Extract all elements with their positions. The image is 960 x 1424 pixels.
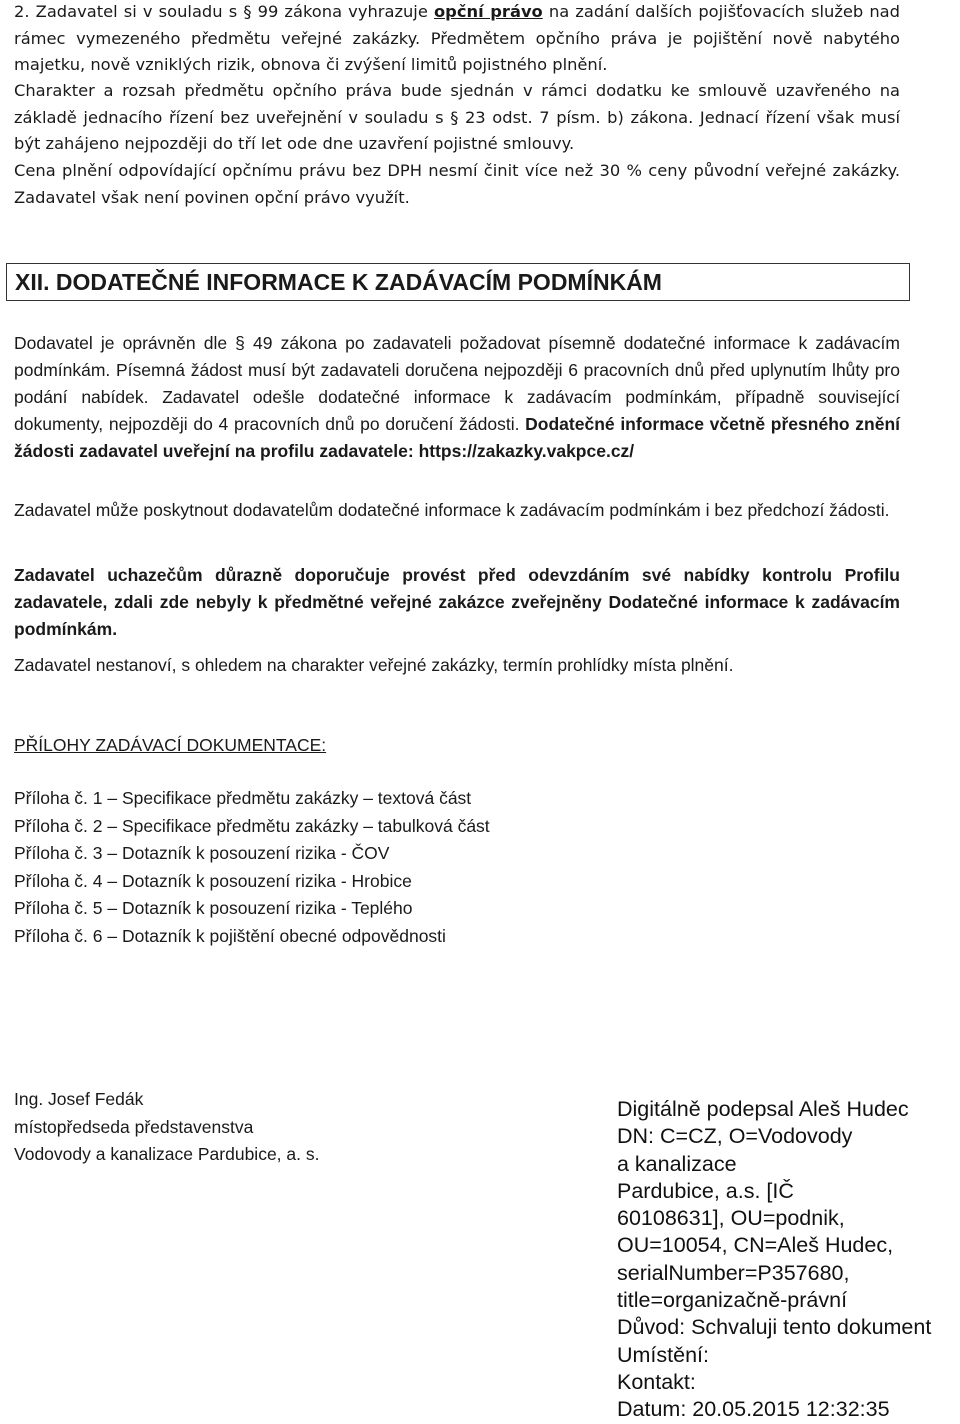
site-visit-text: Zadavatel nestanoví, s ohledem na charakter veřejné zakázky, termín prohlídky místa plnění. [14, 655, 734, 675]
section-heading-box [6, 263, 910, 301]
signature-line: title=organizačně-právní [617, 1288, 848, 1313]
signer-role: místopředseda představenstva [14, 1116, 254, 1137]
profile-check-text: Zadavatel uchazečům důrazně doporučuje provést před odevzdáním své nabídky kontrolu Profilu zadavatele, zdali zde nebyly k předmětné veřejné zakázce zveřejněny Dodatečné informace k zadávacím podmínkám. [14, 565, 900, 639]
signature-line: 60108631], OU=podnik, [617, 1206, 845, 1231]
without-request-paragraph [14, 497, 900, 524]
signature-line: a kanalizace [617, 1151, 737, 1176]
profile-check-paragraph [14, 562, 900, 643]
signature-line: Kontakt: [617, 1369, 696, 1394]
signature-line: Pardubice, a.s. [IČ [617, 1178, 794, 1203]
option-right-text-b: na zadání dalších pojišťovacích služeb nad rámec vymezeného předmětu veřejné zakázky. Předmětem opčního práva je pojištění nově nabytého majetku, nově vzniklých rizik, obnova či zvýšení limitů pojistného plnění. [14, 2, 900, 74]
digital-signature-block [617, 1096, 960, 1424]
option-right-text-a: 2. Zadavatel si v souladu s § 99 zákona vyhrazuje [14, 2, 434, 21]
signature-line: DN: C=CZ, O=Vodovody [617, 1124, 853, 1149]
attachment-item: Příloha č. 3 – Dotazník k posouzení rizika - ČOV [14, 843, 390, 863]
section-heading: XII. DODATEČNÉ INFORMACE K ZADÁVACÍM PODMÍNKÁM [15, 269, 662, 295]
additional-info-paragraph [14, 330, 900, 465]
option-scope-text-a: Charakter a rozsah předmětu opčního práva bude sjednán v rámci dodatku ke smlouvě uzavřeného na základě jednacího řízení bez uveřejnění v souladu s § 23 odst. 7 písm. b) zákona. [14, 81, 900, 127]
signer-block [14, 1086, 319, 1169]
signer-organization: Vodovody a kanalizace Pardubice, a. s. [14, 1144, 320, 1164]
signature-line: OU=10054, CN=Aleš Hudec, [617, 1233, 894, 1258]
without-request-text: Zadavatel může poskytnout dodavatelům dodatečné informace k zadávacím podmínkám i bez předchozí žádosti. [14, 500, 890, 520]
attachment-item: Příloha č. 5 – Dotazník k posouzení rizika - Teplého [14, 898, 413, 918]
attachment-item: Příloha č. 1 – Specifikace předmětu zakázky – textová část [14, 788, 472, 808]
signature-line: Datum: 20.05.2015 12:32:35 [617, 1397, 890, 1422]
signature-line: Digitálně podepsal Aleš Hudec [617, 1097, 909, 1121]
option-right-emphasis: opční právo [433, 2, 543, 21]
attachment-item: Příloha č. 4 – Dotazník k posouzení rizika - Hrobice [14, 870, 412, 891]
site-visit-paragraph [14, 652, 900, 679]
additional-info-bold-text: Dodatečné informace včetně přesného znění žádosti zadavatel uveřejní na profilu zadavatele: https://zakazky.vakpce.cz/ [14, 414, 900, 461]
attachment-item: Příloha č. 2 – Specifikace předmětu zakázky – tabulková část [14, 815, 490, 836]
attachments-list [14, 785, 490, 950]
signature-line: serialNumber=P357680, [617, 1260, 850, 1285]
option-right-paragraph [14, 0, 900, 79]
attachment-item: Příloha č. 6 – Dotazník k pojištění obecné odpovědnosti [14, 925, 446, 946]
signature-line: Umístění: [617, 1342, 709, 1367]
option-scope-paragraph [14, 78, 900, 158]
signer-name: Ing. Josef Fedák [14, 1089, 144, 1109]
option-scope-text-b: Jednací řízení však musí být zahájeno nejpozději do tří let ode dne uzavření pojistné smlouvy. [14, 107, 900, 153]
signature-line: Důvod: Schvaluji tento dokument [617, 1315, 932, 1340]
additional-info-text: Dodavatel je oprávněn dle § 49 zákona po zadavateli požadovat písemně dodatečné informace k zadávacím podmínkám. Písemná žádost musí být zadavateli doručena nejpozději 6 pracovních dnů před uplynutím lhůty pro podání nabídek. Zadavatel odešle dodatečné informace k zadávacím podmínkám, případně související dokumenty, nejpozději do 4 pracovních dnů po doručení žádosti. [14, 333, 900, 434]
attachments-heading: PŘÍLOHY ZADÁVACÍ DOKUMENTACE: [14, 735, 327, 755]
option-price-text: Cena plnění odpovídající opčnímu právu bez DPH nesmí činit více než 30 % ceny původní veřejné zakázky. Zadavatel však není povinen opční právo využít. [14, 161, 900, 207]
option-price-paragraph [14, 158, 900, 211]
